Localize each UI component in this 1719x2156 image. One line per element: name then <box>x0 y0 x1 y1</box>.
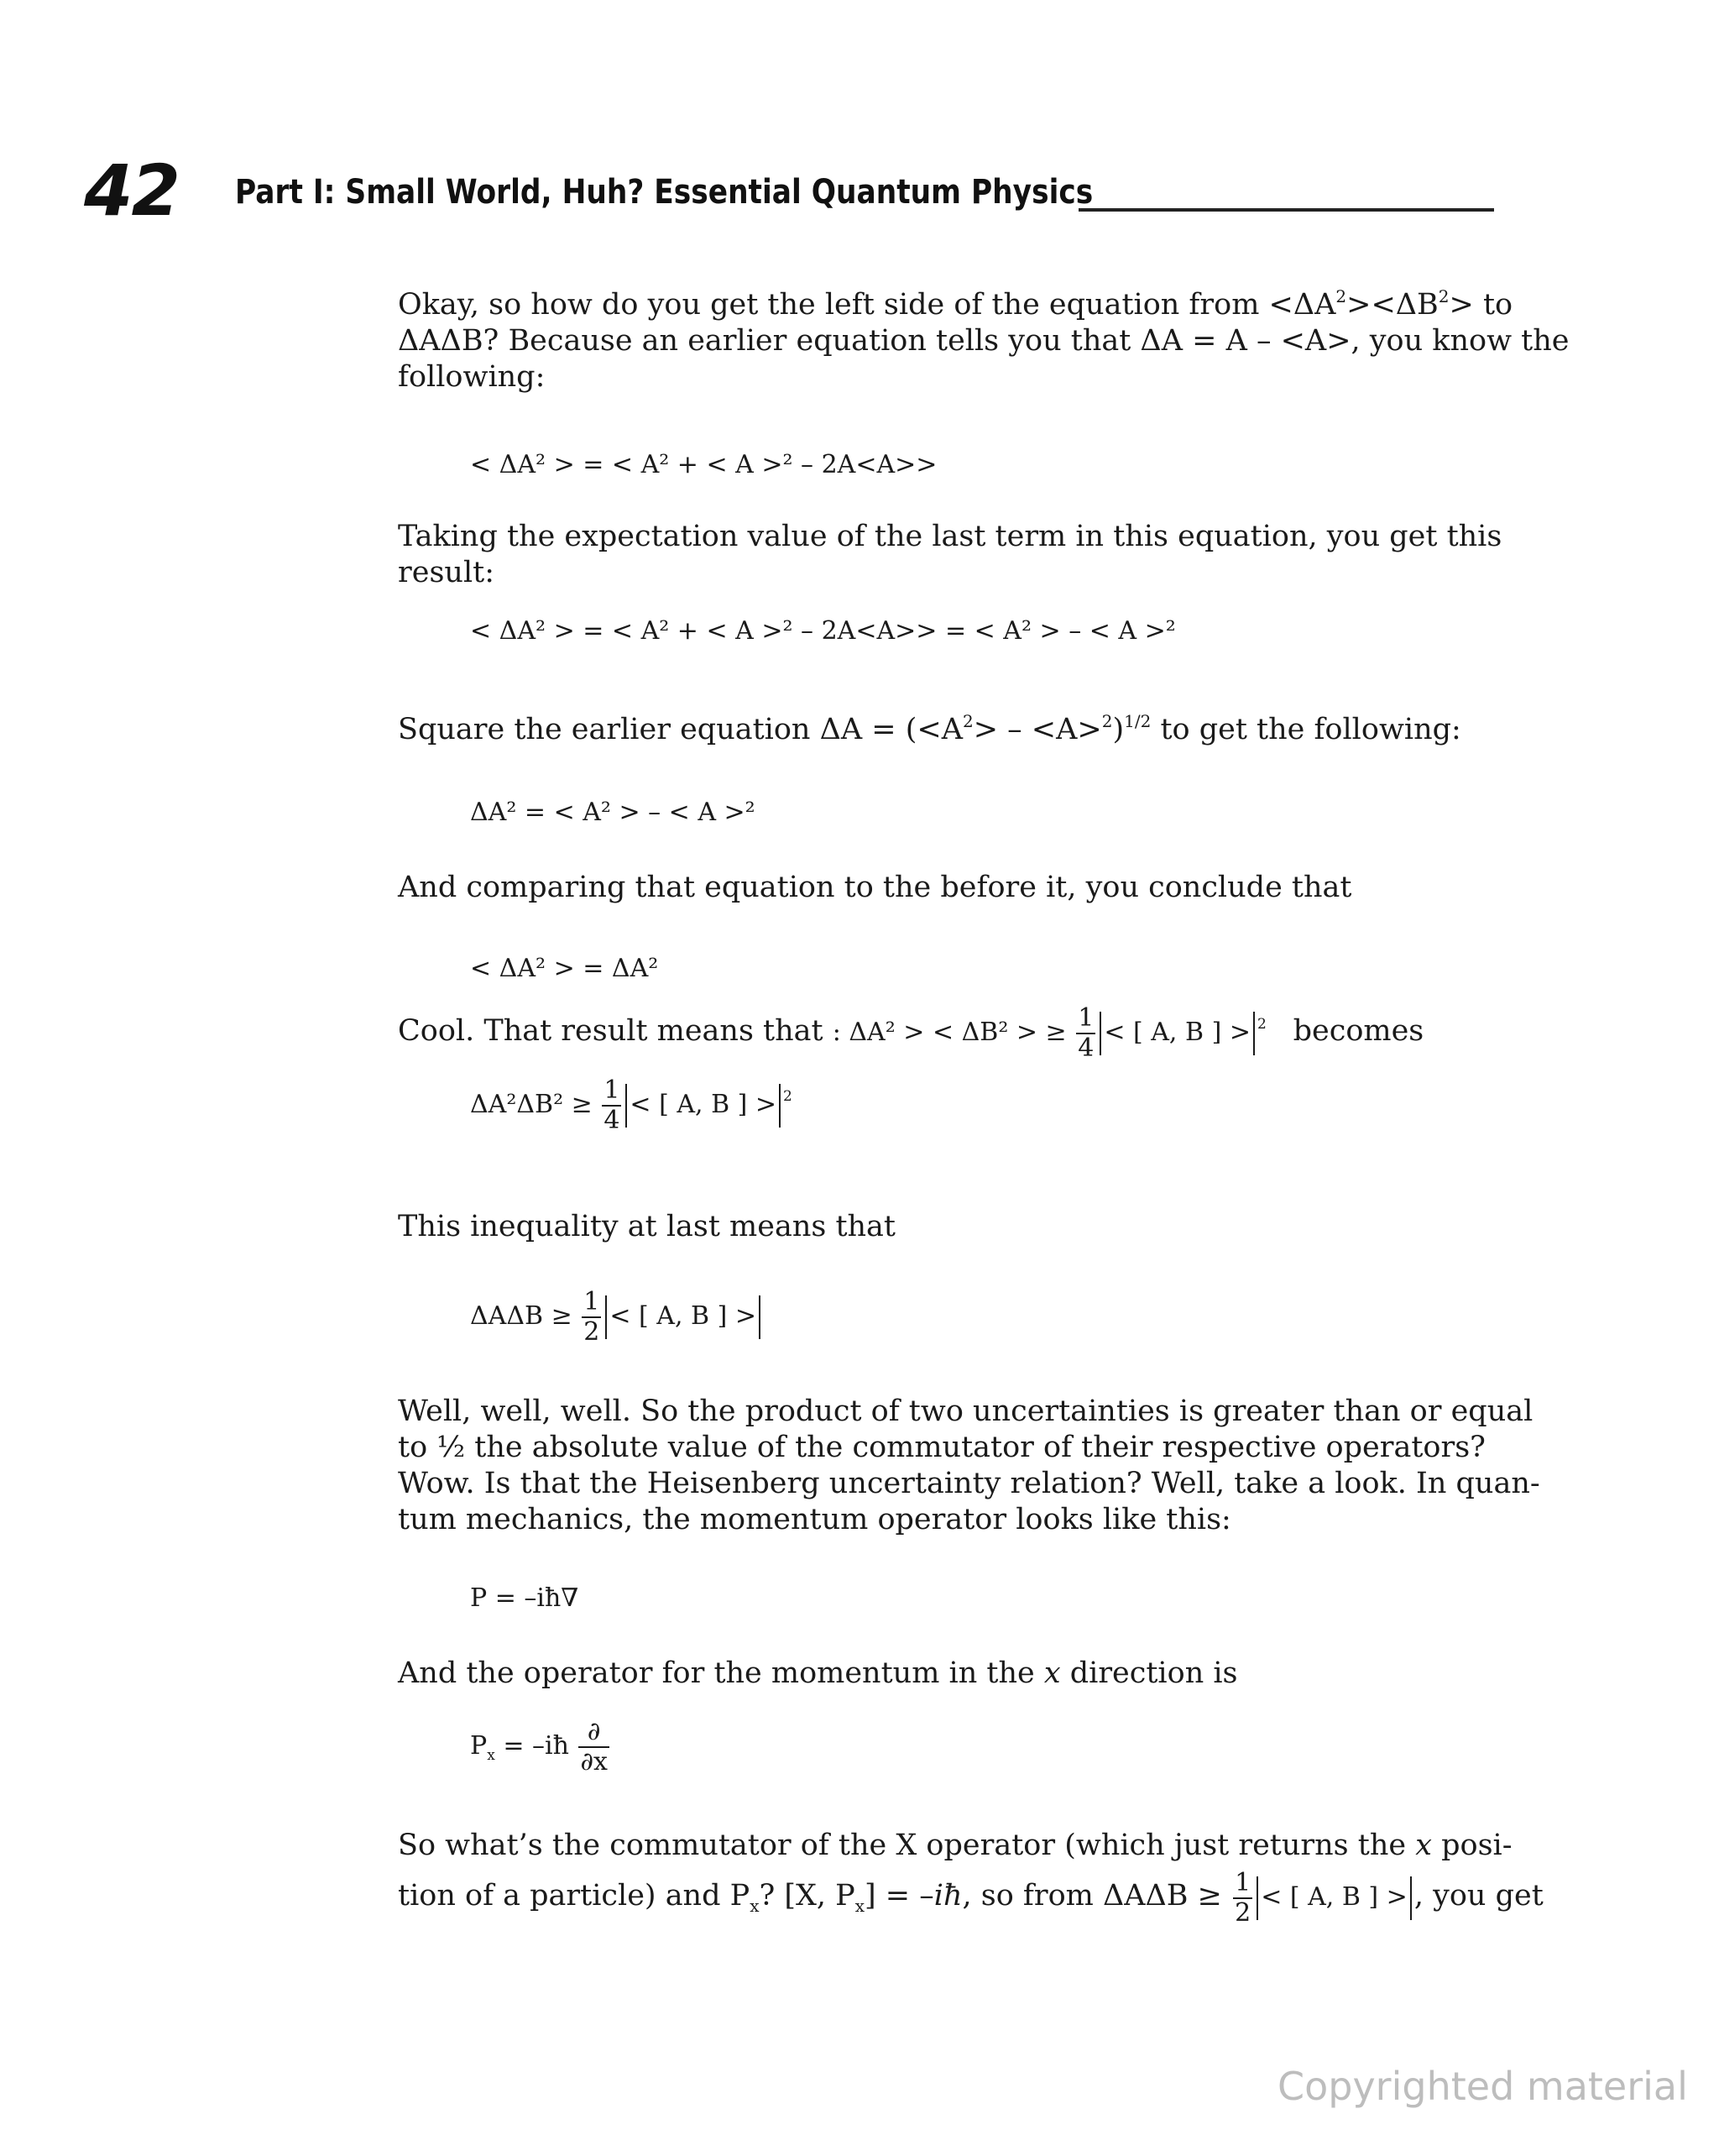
fraction-partial: $\frac{\partial}{\partial x}$ <box>580 1717 608 1777</box>
header-rule <box>1079 208 1494 212</box>
paragraph-2: Taking the expectation value of the last term in this equation, you get this result: <box>398 520 1502 589</box>
fraction-quarter: $\frac{1}{4}$ <box>1078 1003 1095 1063</box>
paragraph-3: Square the earlier equation $\Delta A = (<A^2> - <A>^2)^{1/2}$ to get the following: <box>398 711 1461 746</box>
inline-equation-9: $\frac{1}{2}$ < [ A, B ] > <box>1231 1882 1414 1912</box>
equation-3: ΔA² = < A² > – < A >² <box>470 798 755 827</box>
fraction-quarter: $\frac{1}{4}$ <box>603 1075 620 1135</box>
equation-6: ΔA²ΔB² ≥ $\frac{1}{4}$ < [ A, B ] > $^2$ <box>470 1075 792 1135</box>
copyright-watermark: Copyrighted material <box>1277 2064 1688 2109</box>
equation-9: $P_x$ = –iħ $\frac{\partial}{\partial x}$ <box>470 1717 608 1777</box>
inline-equation-5: : ΔA² > < ΔB² > ≥ $\frac{1}{4}$ < [ A, B ] > $^2$ <box>832 1003 1267 1063</box>
paragraph-7: Well, well, well. So the product of two uncertainties is greater than or equal to ½ the absolute value of the commutator of their respective operators? Wow. Is that the Heisenberg uncertainty relation? Well, take a look. In quan- tum mechanics, the momentum operator looks like this: <box>398 1395 1540 1536</box>
paragraph-6: This inequality at last means that <box>398 1210 896 1243</box>
equation-8: P = –iħ∇ <box>470 1583 579 1613</box>
paragraph-5: Cool. That result means that : ΔA² > < ΔB² > ≥ $\frac{1}{4}$ < [ A, B ] > $^2$ becomes <box>398 1003 1424 1063</box>
paragraph-9: So what’s the commutator of the X operator (which just returns the x posi- tion of a particle) and $P_x$? [X, $P_x$] = –iħ, so from ΔAΔB ≥ $\frac{1}{2}$ < [ A, B ] > , you get <box>398 1829 1544 1928</box>
paragraph-1: Okay, so how do you get the left side of the equation from $<\Delta A^2><\Delta B^2>$ to ΔAΔB? Because an earlier equation tells you that ΔA = A – <A>, you know the following: <box>398 286 1570 394</box>
paragraph-4: And comparing that equation to the before it, you conclude that <box>398 871 1352 904</box>
fraction-half: $\frac{1}{2}$ <box>1235 1868 1251 1928</box>
paragraph-8: And the operator for the momentum in the x direction is <box>398 1656 1238 1690</box>
running-head: Part I: Small World, Huh? Essential Quantum Physics <box>235 173 1094 212</box>
equation-7: ΔAΔB ≥ $\frac{1}{2}$ < [ A, B ] > <box>470 1288 763 1347</box>
equation-1: < ΔA² > = < A² + < A >² – 2A<A>> <box>470 450 938 479</box>
fraction-half: $\frac{1}{2}$ <box>583 1287 600 1347</box>
equation-4: < ΔA² > = ΔA² <box>470 954 659 983</box>
equation-2: < ΔA² > = < A² + < A >² – 2A<A>> = < A² > – < A >² <box>470 616 1176 646</box>
page-number: 42 <box>84 149 179 232</box>
